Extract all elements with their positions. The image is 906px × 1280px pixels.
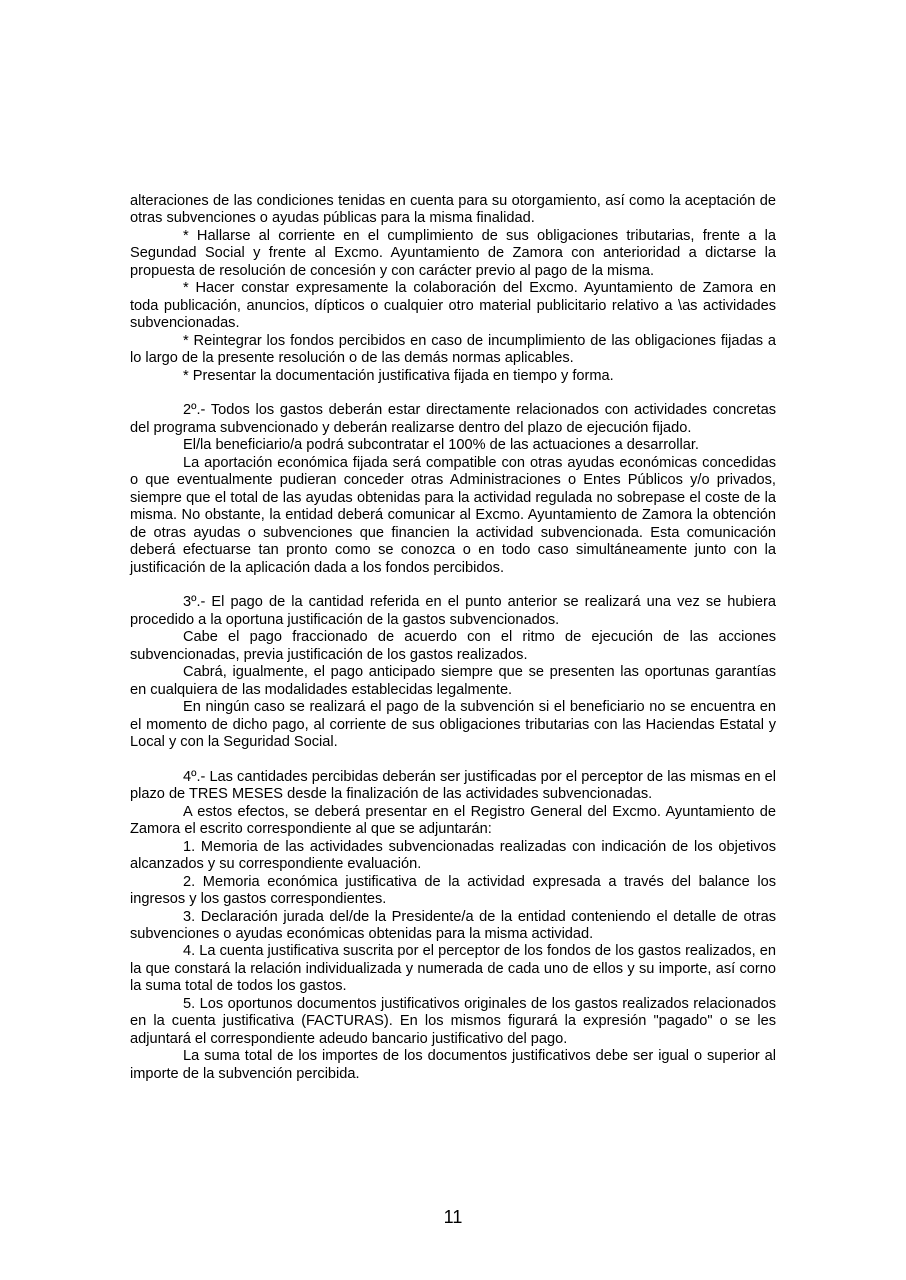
paragraph-registry: A estos efectos, se deberá presentar en el Registro General del Excmo. Ayuntamiento de Zamora el escrito correspondiente al que se adjuntarán: — [130, 803, 776, 838]
list-item-memoria-actividades: 1. Memoria de las actividades subvencionadas realizadas con indicación de los objetivos alcanzados y su correspondiente evaluación. — [130, 838, 776, 873]
paragraph-section-2: 2º.- Todos los gastos deberán estar directamente relacionados con actividades concretas del programa subvencionado y deberán realizarse dentro del plazo de ejecución fijado. — [130, 402, 776, 436]
paragraph-fractional-payment: Cabe el pago fraccionado de acuerdo con el ritmo de ejecución de las acciones subvencionadas, previa justificación de los gastos realizados. — [130, 629, 776, 663]
paragraph-advance-payment: Cabrá, igualmente, el pago anticipado siempre que se presenten las oportunas garantías en cualquiera de las modalidades establecidas legalmente. — [130, 664, 776, 698]
paragraph-spacer — [130, 577, 776, 594]
paragraph-compatibility: La aportación económica fijada será compatible con otras ayudas económicas concedidas o que eventualmente pudieran conceder otras Administraciones o Entes Públicos y/o privados, siempre que el total de las ayudas obtenidas para la actividad regulada no sobrepase el coste de la misma. No obstante, la entidad deberá comunicar al Excmo. Ayuntamiento de Zamora la obtención de otras ayudas o subvenciones que financien la actividad subvencionada. Esta comunicación deberá efectuarse tan pronto como se conozca o en todo caso simultáneamente junto con la justificación de la aplicación dada a los fondos percibidos. — [130, 454, 776, 576]
paragraph-spacer — [130, 751, 776, 768]
paragraph-obligation-refund: * Reintegrar los fondos percibidos en caso de incumplimiento de las obligaciones fijadas a lo largo de la presente resolución o de las demás normas aplicables. — [130, 332, 776, 367]
list-item-cuenta-justificativa: 4. La cuenta justificativa suscrita por el perceptor de los fondos de los gastos realizados, en la que constará la relación individualizada y numerada de cada uno de ellos y su importe, así corno la suma total de todos los gastos. — [130, 943, 776, 995]
list-item-documentos-originales: 5. Los oportunos documentos justificativos originales de los gastos realizados relacionados en la cuenta justificativa (FACTURAS). En los mismos figurará la expresión "pagado" o se les adjuntará el correspondiente adeudo bancario justificativo del pago. — [130, 995, 776, 1047]
list-item-memoria-economica: 2. Memoria económica justificativa de la actividad expresada a través del balance los ingresos y los gastos correspondientes. — [130, 873, 776, 908]
document-body — [130, 193, 776, 1083]
page-number: 11 — [443, 1207, 463, 1227]
paragraph-obligation-documentation: * Presentar la documentación justificativa fijada en tiempo y forma. — [183, 367, 614, 384]
list-item-declaracion-jurada: 3. Declaración jurada del/de la Presidente/a de la entidad conteniendo el detalle de otras subvenciones o ayudas económicas obtenidas para la misma actividad. — [130, 908, 776, 942]
paragraph-subcontracting: El/la beneficiario/a podrá subcontratar el 100% de las actuaciones a desarrollar. — [183, 437, 699, 454]
paragraph-obligation-taxes: * Hallarse al corriente en el cumplimiento de sus obligaciones tributarias, frente a la Segundad Social y frente al Excmo. Ayuntamiento de Zamora con anterioridad a dictarse la propuesta de resolución de concesión y con carácter previo al pago de la misma. — [130, 227, 776, 279]
paragraph-section-3: 3º.- El pago de la cantidad referida en el punto anterior se realizará una vez se hubiera procedido a la oportuna justificación de la gastos subvencionados. — [130, 594, 776, 628]
paragraph-payment-condition: En ningún caso se realizará el pago de la subvención si el beneficiario no se encuentra en el momento de dicho pago, al corriente de sus obligaciones tributarias con las Haciendas Estatal y Local y con la Seguridad Social. — [130, 699, 776, 751]
paragraph-total-amount: La suma total de los importes de los documentos justificativos debe ser igual o superior al importe de la subvención percibida. — [130, 1048, 776, 1082]
paragraph-spacer — [130, 385, 776, 402]
paragraph: alteraciones de las condiciones tenidas en cuenta para su otorgamiento, así como la aceptación de otras subvenciones o ayudas públicas para la misma finalidad. — [130, 193, 776, 227]
paragraph-section-4: 4º.- Las cantidades percibidas deberán ser justificadas por el perceptor de las mismas en el plazo de TRES MESES desde la finalización de las actividades subvencionadas. — [130, 768, 776, 803]
paragraph-obligation-publicity: * Hacer constar expresamente la colaboración del Excmo. Ayuntamiento de Zamora en toda publicación, anuncios, dípticos o cualquier otro material publicitario relativo a \as actividades subvencionadas. — [130, 280, 776, 332]
